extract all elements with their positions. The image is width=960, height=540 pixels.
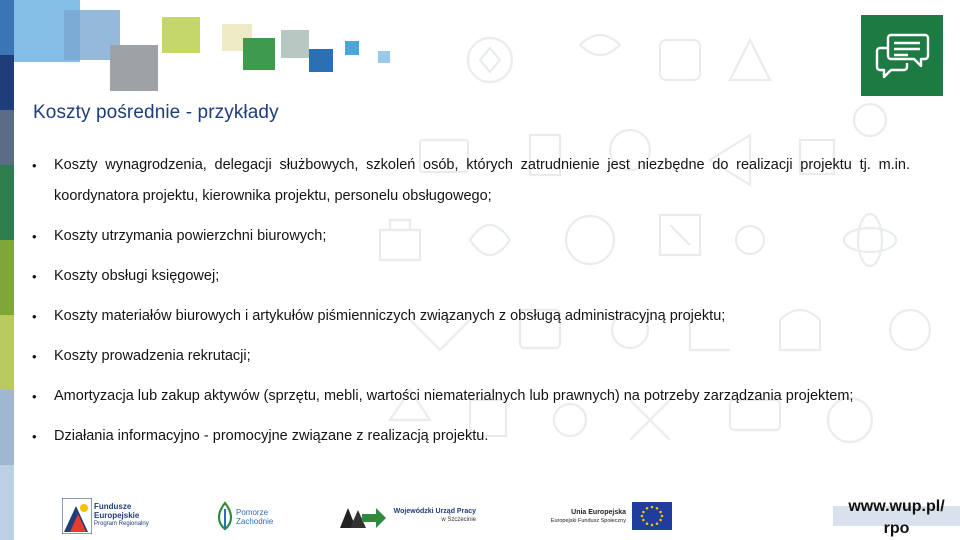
pomorze-line1: Pomorze bbox=[236, 508, 269, 517]
eu-flag-icon bbox=[632, 502, 672, 530]
fe-line1: Fundusze bbox=[94, 502, 132, 511]
bullet-item: • Amortyzacja lub zakup aktywów (sprzętu, mebli, wartości niematerialnych lub prawnych) na potrzeby zarządzania projektem; bbox=[30, 381, 910, 412]
wup-line1: Wojewódzki Urząd Pracy bbox=[393, 508, 476, 515]
bullet-item: • Koszty materiałów biurowych i artykułów piśmienniczych związanych z obsługą administracyjną projektu; bbox=[30, 301, 910, 332]
pomorze-leaf-icon bbox=[214, 501, 236, 531]
bullet-item: • Koszty obsługi księgowej; bbox=[30, 261, 910, 292]
unia-europejska-logo bbox=[540, 494, 675, 538]
chat-tile bbox=[861, 15, 943, 96]
bullet-list bbox=[30, 150, 910, 452]
bullet-item: • Koszty utrzymania powierzchni biurowych; bbox=[30, 221, 910, 252]
website-url[interactable] bbox=[833, 496, 960, 540]
pomorze-line2: Zachodnie bbox=[236, 517, 274, 526]
fe-line3: Program Regionalny bbox=[94, 521, 149, 527]
url-line1: www.wup.pl/ bbox=[848, 498, 945, 515]
url-line2: rpo bbox=[883, 520, 910, 537]
pomorze-zachodnie-logo bbox=[214, 494, 284, 538]
fe-line2: Europejskie bbox=[94, 511, 140, 520]
slide-title: Koszty pośrednie - przykłady bbox=[33, 102, 279, 123]
left-color-strip bbox=[0, 0, 14, 540]
bullet-item: • Koszty wynagrodzenia, delegacji służbowych, szkoleń osób, których zatrudnienie jest niezbędne do realizacji projektu tj. m.in. koordynatora projektu, kierownika projektu, personelu obsługowego; bbox=[30, 150, 910, 212]
bullet-item: • Koszty prowadzenia rekrutacji; bbox=[30, 341, 910, 372]
fundusze-europejskie-logo bbox=[62, 494, 162, 538]
chat-bubbles-icon bbox=[861, 15, 943, 96]
wup-szczecin-logo bbox=[338, 494, 478, 538]
ue-line1: Unia Europejska bbox=[571, 509, 626, 516]
fe-star-icon bbox=[62, 498, 92, 534]
bullet-item: • Działania informacyjno - promocyjne związane z realizacją projektu. bbox=[30, 421, 910, 452]
ue-line2: Europejski Fundusz Społeczny bbox=[550, 518, 626, 524]
wup-line2: w Szczecinie bbox=[441, 517, 476, 523]
